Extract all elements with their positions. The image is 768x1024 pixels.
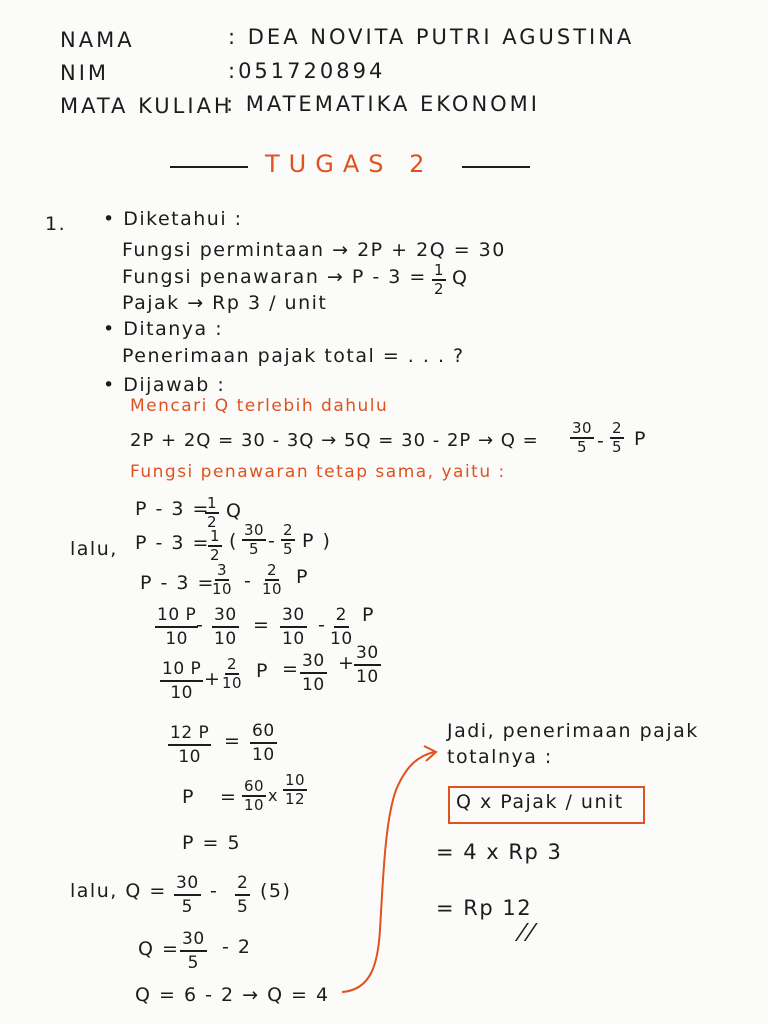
- step3-left: P - 3 =: [140, 572, 215, 594]
- note-supply-same: Fungsi penawaran tetap sama, yaitu :: [130, 462, 506, 482]
- step5-30-10: $\frac{30}{10}$: [302, 651, 325, 695]
- step3-3-10: $\frac{3}{10}$: [212, 561, 233, 598]
- ditanya-label: • Ditanya :: [103, 318, 224, 340]
- nama-label: NAMA: [60, 28, 135, 52]
- step3-2-10: $\frac{2}{10}$: [262, 561, 283, 598]
- step9-2-5: $\frac{2}{5}$: [237, 873, 249, 917]
- step1-half: $\frac{1}{2}$: [207, 494, 218, 531]
- step2-half: $\frac{1}{2}$: [210, 527, 221, 564]
- step9-30-5: $\frac{30}{5}$: [176, 873, 199, 917]
- fraction-2-5: $\frac{2}{5}$: [612, 419, 623, 456]
- step6-12p-10: $\frac{12 P}{10}$: [170, 723, 210, 767]
- step2-left: P - 3 =: [135, 532, 210, 554]
- nim-value: :051720894: [228, 59, 386, 83]
- dijawab-label: • Dijawab :: [103, 374, 226, 396]
- step7-60-10: $\frac{60}{10}$: [244, 777, 265, 814]
- step4-minus-b: -: [318, 614, 327, 636]
- nim-label: NIM: [60, 61, 110, 85]
- step2-open: (: [229, 530, 238, 552]
- step6-eq: =: [224, 730, 242, 752]
- fraction-half: $\frac{1}{2}$: [434, 261, 445, 298]
- step5-plus: +: [204, 668, 222, 690]
- step3-minus: -: [244, 570, 253, 592]
- double-underline-mark: //: [513, 920, 541, 945]
- step4-30-10: $\frac{30}{10}$: [214, 605, 237, 649]
- ditanya-question: Penerimaan pajak total = . . . ?: [122, 345, 465, 367]
- step7-eq: =: [220, 786, 238, 808]
- conclusion-calc: = 4 x Rp 3: [436, 840, 563, 864]
- step2-close: P ): [302, 530, 332, 552]
- tax-per-unit: Pajak → Rp 3 / unit: [122, 292, 328, 314]
- conclusion-result: = Rp 12: [436, 896, 533, 920]
- mata-kuliah-value: : MATEMATIKA EKONOMI: [226, 92, 540, 116]
- note-find-q: Mencari Q terlebih dahulu: [130, 396, 389, 416]
- q-p-symbol: P: [634, 428, 647, 450]
- nama-value: : DEA NOVITA PUTRI AGUSTINA: [228, 25, 635, 49]
- step4-2-10: $\frac{2}{10}$: [330, 605, 353, 649]
- diketahui-label: • Diketahui :: [103, 208, 243, 230]
- step4-minus: -: [196, 614, 205, 636]
- problem-number: 1.: [45, 213, 67, 235]
- step2-2-5: $\frac{2}{5}$: [283, 521, 294, 558]
- fraction-30-5: $\frac{30}{5}$: [572, 419, 593, 456]
- step10-30-5: $\frac{30}{5}$: [182, 929, 205, 973]
- supply-q: Q: [452, 267, 469, 289]
- step6-60-10: $\frac{60}{10}$: [252, 721, 275, 765]
- step1-q: Q: [226, 500, 243, 522]
- step5-2-10: $\frac{2}{10}$: [222, 655, 243, 692]
- step7-times: x: [268, 786, 279, 805]
- lalu-1: lalu,: [70, 538, 118, 560]
- step7-p: P: [182, 786, 195, 808]
- conclusion-line2: totalnya :: [447, 746, 553, 768]
- step4-eq: =: [253, 614, 271, 636]
- step5-10p-10: $\frac{10 P}{10}$: [162, 659, 202, 703]
- step5-eq: =: [282, 658, 300, 680]
- supply-function: Fungsi penawaran → P - 3 =: [122, 266, 427, 288]
- step10-end: - 2: [222, 936, 252, 958]
- lalu-2: lalu, Q =: [70, 880, 167, 902]
- minus-sign: -: [597, 430, 606, 452]
- step-p-equals-5: P = 5: [182, 832, 242, 854]
- step4-p: P: [362, 604, 375, 626]
- step3-p: P: [296, 566, 309, 588]
- step5-p: P: [256, 660, 269, 682]
- conclusion-line1: Jadi, penerimaan pajak: [447, 720, 699, 742]
- step2-30-5: $\frac{30}{5}$: [244, 521, 265, 558]
- step-q-equals-4: Q = 6 - 2 → Q = 4: [135, 984, 330, 1006]
- step5-plus-b: +: [338, 652, 356, 674]
- step10-left: Q =: [138, 938, 180, 960]
- page-title: TUGAS 2: [265, 150, 434, 178]
- step9-end: (5): [260, 880, 292, 902]
- step4-10p-10: $\frac{10 P}{10}$: [157, 605, 197, 649]
- demand-function: Fungsi permintaan → 2P + 2Q = 30: [122, 239, 506, 261]
- step1-left: P - 3 =: [135, 498, 210, 520]
- step9-minus: -: [210, 880, 219, 902]
- step7-10-12: $\frac{10}{12}$: [285, 771, 306, 808]
- q-derivation: 2P + 2Q = 30 - 3Q → 5Q = 30 - 2P → Q =: [130, 430, 539, 451]
- step2-minus: -: [268, 530, 277, 552]
- conclusion-formula: Q x Pajak / unit: [456, 791, 624, 813]
- step5-30-10-b: $\frac{30}{10}$: [356, 643, 379, 687]
- mata-kuliah-label: MATA KULIAH: [60, 94, 233, 118]
- step4-30-10-b: $\frac{30}{10}$: [282, 605, 305, 649]
